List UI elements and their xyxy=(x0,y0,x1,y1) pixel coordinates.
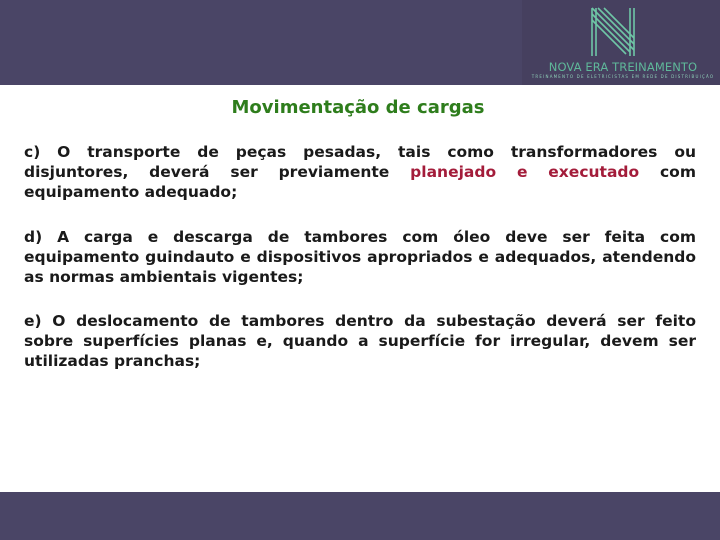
paragraph-c-text-end: com equipamento adequado; xyxy=(24,163,696,201)
stylized-letter-n-icon xyxy=(588,6,638,58)
paragraph-d: d) A carga e descarga de tambores com óleo deve ser feita com equipamento guindauto e dispositivos apropriados e adequados, atendendo as normas ambientais vigentes; xyxy=(24,228,696,286)
logo-tagline: TREINAMENTO DE ELETRICISTAS EM REDE DE DISTRIBUIÇÃO xyxy=(531,74,715,79)
paragraph-e: e) O deslocamento de tambores dentro da subestação deverá ser feito sobre superfícies planas e, quando a superfície for irregular, devem ser utilizadas pranchas; xyxy=(24,312,696,370)
paragraph-c-text-start: c) O transporte de peças pesadas, tais como transformadores ou disjuntores, deverá ser previamente xyxy=(24,143,696,181)
logo-name: NOVA ERA TREINAMENTO xyxy=(548,60,698,74)
footer-band xyxy=(0,492,720,540)
paragraph-c xyxy=(24,142,696,202)
company-logo xyxy=(522,0,720,85)
slide-title: Movimentação de cargas xyxy=(231,97,485,118)
paragraph-c-highlight: planejado e executado xyxy=(410,163,640,181)
